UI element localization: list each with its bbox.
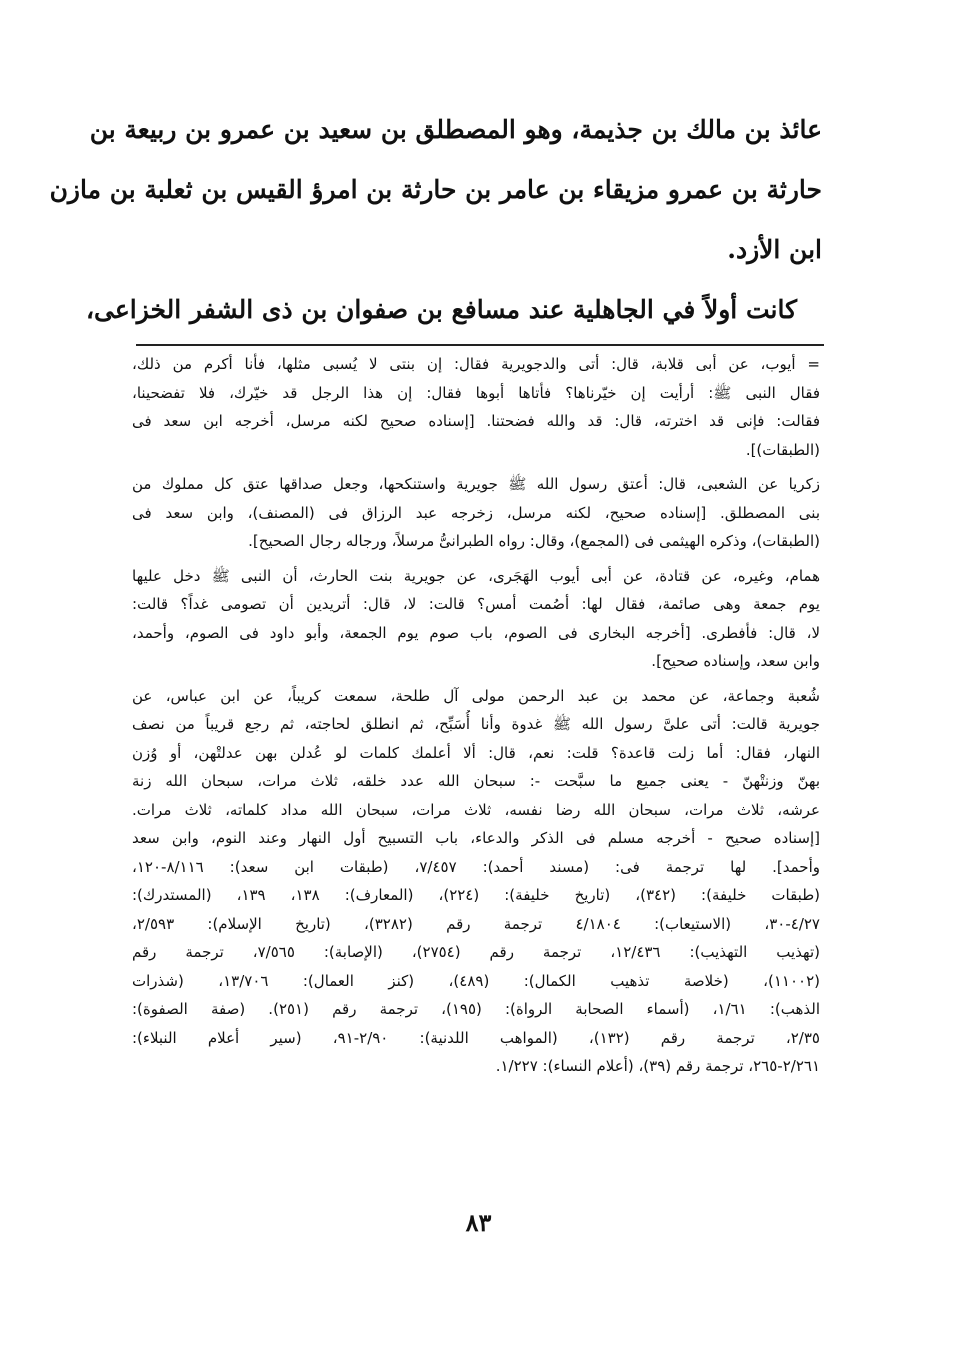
footnote-line: شُعبة وجماعة، عن محمد بن عبد الرحمن مولى آل طلحة، سمعت كريباً، عن ابن عباس، عن — [132, 686, 820, 705]
footnote-line: فقالت: فإنى قد اخترته، قال: قد والله فضحتنا. [إسناده صحيح لكنه مرسل، أخرجه ابن سعد فى — [132, 412, 820, 430]
footnote-line: وأحمد]. لها ترجمة فى: (مسند أحمد): ٧/٤٥٧، (طبقات ابن سعد): ٨/١١٦-١٢٠، — [132, 857, 820, 876]
footnote-line: جويرية قالت: أتى علىَّ رسول الله ﷺ غدوة وأنا أُسَبِّح، ثم انطلق لحاجته، ثم رجع قريباً من نصف — [132, 715, 820, 733]
footnote-line: (الطبقات)، وذكره الهيثمى فى (المجمع)، وقال: رواه الطبرانىُّ مرسلاً، ورجاله رجال الصحيح]. — [248, 532, 820, 550]
footnote-line: فقال النبى ﷺ: أرأيت إن خيّرناها؟ فأتاها أبوها فقال: إن هذا الرجل قد خيّرك، فلا تفضحينا، — [132, 383, 820, 402]
footnote-line: النهار، فقال: أما زلت قاعدة؟ قلت: نعم، قال: ألا أعلمك كلمات لو عُدلن بهن عدلتْهن، أو وُزن — [132, 743, 820, 762]
footnote-line: = أيوب، عن أبى قلابة، قال: أتى والدجويرية فقال: إن بنتى لا يُسبى مثلها، فأنا أكرم من ذلك، — [132, 355, 820, 373]
footnote-line: همام، وغيره، عن قتادة، عن أبى أيوب الهَجَرى، عن جويرية بنت الحارث، أن النبى ﷺ دخل عليها — [132, 566, 820, 585]
footnote-line: الذهب): ١/٦١، (أسماء الصحابة الرواة): (١٩٥)، ترجمة رقم (٢٥١). (صفة الصفوة): — [132, 1000, 820, 1018]
footnote-line: بهنّ وزنتْهنّ - يعنى جميع ما سبَّحت -: سبحان الله عدد خلقه، ثلاث مرات، سبحان الله زنة — [132, 772, 820, 790]
footnote-block — [132, 470, 820, 556]
page-number: ٨٣ — [465, 1208, 492, 1237]
footnote-line: (طبقات خليفة): (٣٤٢)، (تاريخ خليفة): (٢٢٤)، (المعارف): ١٣٨، ١٣٩، (المستدرك): — [132, 886, 820, 904]
footnote-line: (تهذيب التهذيب): ١٢/٤٣٦، ترجمة رقم (٢٧٥٤)، (الإصابة): ٧/٥٦٥، ترجمة رقم — [132, 943, 820, 961]
footnote-line: ٢/٢٦١-٢٦٥، ترجمة رقم (٣٩)، (أعلام النساء): ١/٢٢٧. — [495, 1057, 820, 1075]
main-text-line: كانت أولاً في الجاهلية عند مسافع بن صفوان بن ذى الشفر الخزاعى، — [85, 295, 797, 324]
footnote-line: (الطبقات)]. — [745, 440, 820, 459]
main-text-line: ابن الأزد. — [727, 235, 822, 264]
footnote-line: ٢/٣٥، ترجمة رقم (١٣٢)، (المواهب اللدنية): ٢/٩٠-٩١، (سير أعلام النبلاء): — [132, 1028, 820, 1047]
footnotes — [132, 350, 820, 1087]
main-text-line: حارثة بن عمرو مزيقاء بن عامر بن حارثة بن امرؤ القيس بن ثعلبة بن مازن — [49, 175, 822, 204]
footnote-line: يوم جمعة وهى صائمة، فقال لها: أصُمت أمس؟ قالت: لا، قال: أتريدين أن تصومى غداً؟ قالت: — [132, 595, 820, 613]
footnote-line: (١١٠٠٢)، (خلاصة تذهيب الكمال): (٤٨٩)، (كنز العمال): ١٣/٧٠٦، (شذرات — [132, 971, 820, 990]
footnote-line: زكريا عن الشعبى، قال: أعتق رسول الله ﷺ جويرية واستنكحها، وجعل صداقها عتق كل مملوك من — [132, 475, 820, 493]
footnote-separator — [136, 344, 824, 346]
footnote-block — [132, 562, 820, 676]
main-text-line: عائذ بن مالك بن جذيمة، وهو المصطلق بن سعيد بن عمرو بن ربيعة بن — [89, 115, 822, 144]
footnote-block — [132, 682, 820, 1081]
footnote-block — [132, 350, 820, 464]
footnote-line: ٤/٢٧-٣٠، (الاستيعاب): ٤/١٨٠٤ ترجمة رقم (٣٢٨٢)، (تاريخ الإسلام): ٢/٥٩٣، — [132, 914, 820, 933]
footnote-line: وابن سعد، وإسناده صحيح]. — [651, 652, 820, 670]
footnote-line: لا، قال: فأفطرى. [أخرجه البخارى فى الصوم، باب صوم يوم الجمعة، وأبو داود فى الصوم، وأحمد، — [132, 623, 820, 642]
footnote-line: بنى المصطلق. [إسناده صحيح، لكنه مرسل، زخرجه عبد الرزاق فى (المصنف)، وابن سعد فى — [132, 503, 820, 522]
main-text — [49, 100, 822, 340]
footnote-line: عرشه، ثلاث مرات، سبحان الله رضا نفسه، ثلاث مرات، سبحان الله مداد كلماته، ثلاث مرات. — [132, 800, 820, 819]
footnote-line: [إسناده صحيح - أخرجه مسلم فى الذكر والدعاء، باب التسبيح أول النهار وعند النوم، وابن سعد — [132, 829, 820, 847]
